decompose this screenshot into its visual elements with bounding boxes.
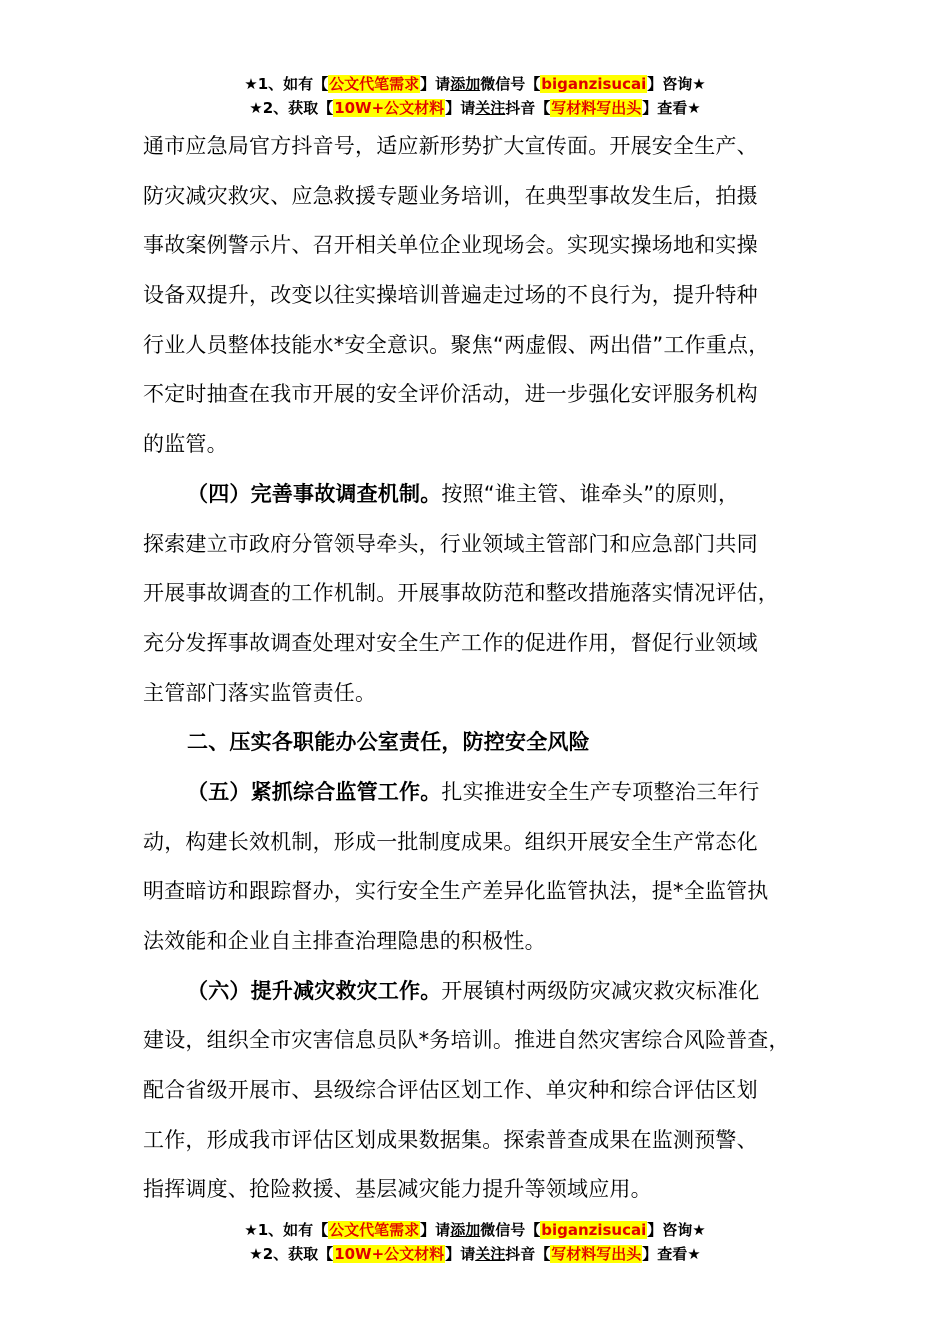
paragraph-line: 动，构建长效机制，形成一批制度成果。组织开展安全生产常态化 [143,829,758,854]
banner-highlight: 写材料写出头 [551,1245,642,1263]
banner-text: 】请 [445,99,476,117]
banner-text: 】请 [420,75,451,93]
banner-underline: 关注 [475,99,506,117]
paragraph-line: 不定时抽查在我市开展的安全评价活动，进一步强化安评服务机构 [143,382,758,407]
bottom-banner [0,1218,950,1266]
top-banner [0,72,950,120]
document-body [143,122,833,1215]
paragraph-line: 明查暗访和跟踪督办，实行安全生产差异化监管执法，提*全监管执 [143,879,769,904]
banner-text: 】查看★ [642,1245,701,1263]
section-title: （四）完善事故调查机制。 [187,481,442,506]
section-title: （六）提升减灾救灾工作。 [187,978,442,1003]
banner-text: 】咨询★ [647,1221,706,1239]
banner-line-1 [0,72,950,96]
banner-text: 抖音【 [505,1245,551,1263]
paragraph-line: 主管部门落实监管责任。 [143,680,377,705]
banner-highlight: biganzisucai [541,1221,647,1239]
banner-text: 抖音【 [505,99,551,117]
banner-highlight: 公文代笔需求 [329,75,420,93]
paragraph-line: 指挥调度、抢险救援、基层减灾能力提升等领域应用。 [143,1177,652,1202]
banner-text: ★1、如有【 [244,75,329,93]
paragraph-line [143,967,833,1017]
banner-line-2 [0,96,950,120]
banner-text: 】查看★ [642,99,701,117]
banner-text: 微信号【 [480,1221,541,1239]
paragraph-line: 工作，形成我市评估区划成果数据集。探索普查成果在监测预警、 [143,1127,758,1152]
banner-underline: 关注 [475,1245,506,1263]
paragraph-line [143,470,833,520]
paragraph-line: 法效能和企业自主排查治理隐患的积极性。 [143,929,546,953]
banner-highlight: 公文代笔需求 [329,1221,420,1239]
banner-text: 】咨询★ [647,75,706,93]
paragraph-text: 扎实推进安全生产专项整治三年行 [441,779,760,804]
section-title: （五）紧抓综合监管工作。 [187,779,442,804]
banner-line-1 [0,1218,950,1242]
banner-highlight: 10W+公文材料 [334,1245,445,1263]
section-heading: 二、压实各职能办公室责任，防控安全风险 [187,730,590,755]
paragraph-line [143,768,833,818]
banner-text: ★1、如有【 [244,1221,329,1239]
banner-text: 】请 [445,1245,476,1263]
banner-underline: 添加 [450,1221,481,1239]
paragraph-line: 开展事故调查的工作机制。开展事故防范和整改措施落实情况评估， [143,581,779,606]
paragraph-line: 充分发挥事故调查处理对安全生产工作的促进作用，督促行业领域 [143,630,758,655]
paragraph-line: 建设，组织全市灾害信息员队*务培训。推进自然灾害综合风险普查， [143,1028,790,1053]
paragraph-line: 行业人员整体技能水*安全意识。聚焦“两虚假、两出借”工作重点， [143,332,770,357]
paragraph-line: 通市应急局官方抖音号，适应新形势扩大宣传面。开展安全生产、 [143,134,758,158]
banner-text: ★2、获取【 [249,99,334,117]
paragraph-line: 设备双提升，改变以往实操培训普遍走过场的不良行为，提升特种 [143,283,758,308]
paragraph-line: 事故案例警示片、召开相关单位企业现场会。实现实操场地和实操 [143,233,758,258]
banner-highlight: 10W+公文材料 [334,99,445,117]
paragraph-text: 按照“谁主管、谁牵头”的原则， [441,481,740,506]
paragraph-line: 防灾减灾救灾、应急救援专题业务培训，在典型事故发生后，拍摄 [143,183,758,208]
banner-highlight: 写材料写出头 [551,99,642,117]
banner-highlight: biganzisucai [541,75,647,93]
banner-text: ★2、获取【 [249,1245,334,1263]
paragraph-line: 配合省级开展市、县级综合评估区划工作、单灾种和综合评估区划 [143,1078,758,1103]
paragraph-line: 探索建立市政府分管领导牵头，行业领域主管部门和应急部门共同 [143,531,758,556]
paragraph-text: 开展镇村两级防灾减灾救灾标准化 [441,978,760,1003]
banner-text: 微信号【 [480,75,541,93]
banner-underline: 添加 [450,75,481,93]
banner-line-2 [0,1242,950,1266]
banner-text: 】请 [420,1221,451,1239]
paragraph-line: 的监管。 [143,432,228,457]
